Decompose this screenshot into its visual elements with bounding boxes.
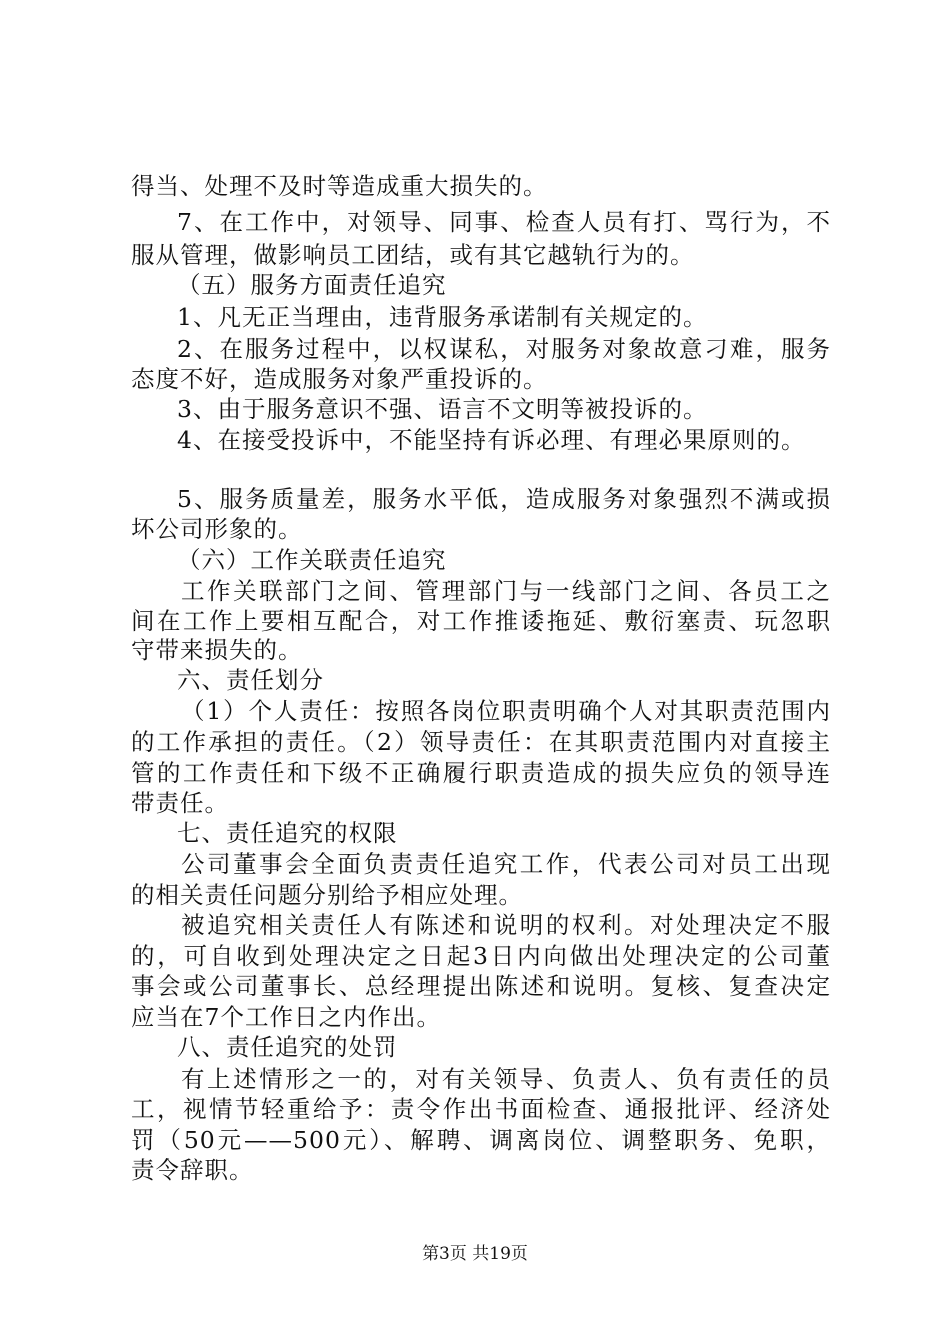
- text-line: 责令辞职。: [131, 1156, 254, 1184]
- text-line: 罚（50元——500元）、解聘、调离岗位、调整职务、免职，: [131, 1126, 831, 1154]
- text-line: 的工作承担的责任。（2）领导责任：在其职责范围内对直接主: [131, 728, 831, 756]
- text-line: 5、服务质量差，服务水平低，造成服务对象强烈不满或损: [177, 485, 831, 513]
- text-line: 管的工作责任和下级不正确履行职责造成的损失应负的领导连: [131, 759, 831, 787]
- text-line: 带责任。: [131, 789, 229, 817]
- text-line: 有上述情形之一的，对有关领导、负责人、负有责任的员: [181, 1065, 831, 1093]
- section-heading: 六、责任划分: [177, 666, 324, 694]
- text-line: 工作关联部门之间、管理部门与一线部门之间、各员工之: [181, 577, 831, 605]
- text-line: 7、在工作中，对领导、同事、检查人员有打、骂行为，不: [177, 208, 831, 236]
- text-line: 被追究相关责任人有陈述和说明的权利。对处理决定不服: [181, 911, 831, 939]
- text-line: 的相关责任问题分别给予相应处理。: [131, 881, 523, 909]
- text-line: 态度不好，造成服务对象严重投诉的。: [131, 365, 548, 393]
- text-line: 3、由于服务意识不强、语言不文明等被投诉的。: [177, 395, 708, 423]
- text-line: 事会或公司董事长、总经理提出陈述和说明。复核、复查决定: [131, 972, 831, 1000]
- text-line: 应当在7个工作日之内作出。: [131, 1003, 441, 1031]
- text-line: 守带来损失的。: [131, 636, 303, 664]
- section-heading: （六）工作关联责任追究: [177, 546, 447, 574]
- text-line: 间在工作上要相互配合，对工作推诿拖延、敷衍塞责、玩忽职: [131, 607, 831, 635]
- text-line: 4、在接受投诉中，不能坚持有诉必理、有理必果原则的。: [177, 426, 806, 454]
- text-line: 公司董事会全面负责责任追究工作，代表公司对员工出现: [181, 850, 831, 878]
- section-heading: 八、责任追究的处罚: [177, 1033, 398, 1061]
- text-line: 的，可自收到处理决定之日起3日内向做出处理决定的公司董: [131, 942, 831, 970]
- text-line: 1、凡无正当理由，违背服务承诺制有关规定的。: [177, 303, 708, 331]
- text-line: （1）个人责任：按照各岗位职责明确个人对其职责范围内: [181, 697, 831, 725]
- text-line: 得当、处理不及时等造成重大损失的。: [131, 172, 548, 200]
- text-line: 工，视情节轻重给予：责令作出书面检查、通报批评、经济处: [131, 1095, 831, 1123]
- text-line: 2、在服务过程中，以权谋私，对服务对象故意刁难，服务: [177, 335, 831, 363]
- section-heading: 七、责任追究的权限: [177, 819, 398, 847]
- section-heading: （五）服务方面责任追究: [177, 271, 447, 299]
- text-line: 服从管理，做影响员工团结，或有其它越轨行为的。: [131, 241, 695, 269]
- page-number-footer: 第3页 共19页: [422, 1244, 528, 1264]
- text-line: 坏公司形象的。: [131, 515, 303, 543]
